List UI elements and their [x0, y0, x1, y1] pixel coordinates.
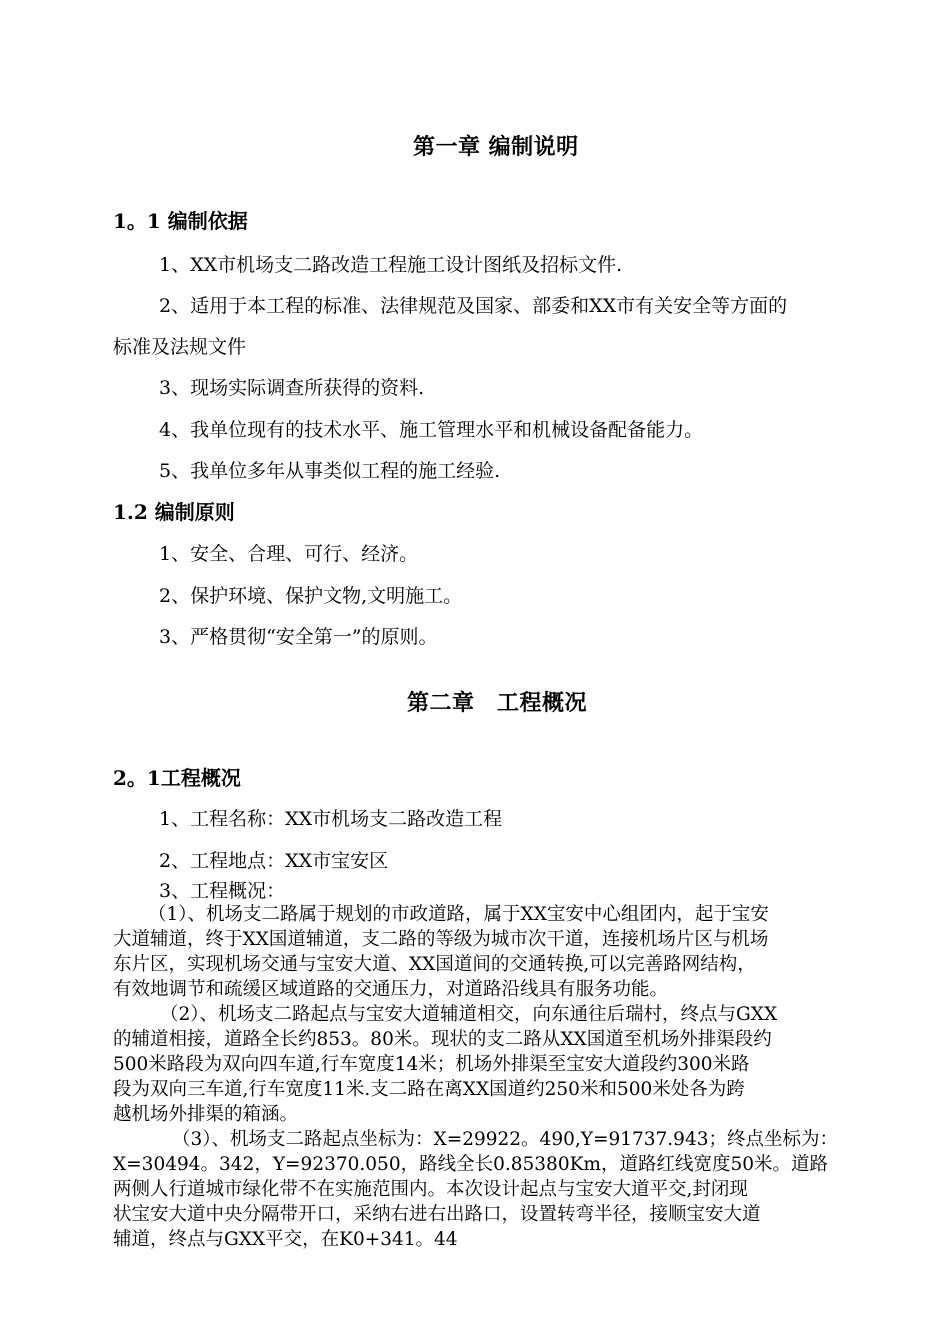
para-1-line-4: 有效地调节和疏缓区域道路的交通压力，对道路沿线具有服务功能。	[113, 979, 669, 1000]
chapter-1-title: 第一章 编制说明	[413, 134, 579, 160]
para-2-line-5: 越机场外排渠的箱涵。	[113, 1104, 299, 1125]
para-2-line-3: 500米路段为双向四车道,行车宽度14米；机场外排渠至宝安大道段约300米路	[113, 1054, 750, 1075]
para-2-line-2: 的辅道相接，道路全长约853。80米。现状的支二路从XX国道至机场外排渠段约	[113, 1029, 772, 1050]
basis-item-5: 5、我单位多年从事类似工程的施工经验.	[159, 460, 501, 482]
para-3-line-1: （3）、机场支二路起点坐标为：X=29922。490,Y=91737.943；终点坐标为：	[172, 1129, 838, 1150]
principle-item-3: 3、严格贯彻“安全第一”的原则。	[159, 626, 438, 648]
basis-item-3: 3、现场实际调查所获得的资料.	[159, 377, 425, 399]
para-3-line-3: 两侧人行道城市绿化带不在实施范围内。本次设计起点与宝安大道平交,封闭现	[113, 1179, 748, 1200]
section-1-2-heading: 1.2 编制原则	[113, 500, 235, 524]
para-3-line-5: 辅道，终点与GXX平交，在K0+341。44	[113, 1229, 458, 1250]
section-1-1-heading: 1。1 编制依据	[113, 209, 248, 233]
para-1-line-2: 大道辅道，终于XX国道辅道，支二路的等级为城市次干道，连接机场片区与机场	[113, 929, 769, 950]
section-2-1-heading: 2。1工程概况	[113, 766, 241, 790]
overview-item-2: 2、工程地点：XX市宝安区	[159, 850, 389, 872]
chapter-2-title: 第二章 工程概况	[407, 690, 588, 716]
para-3-line-2: X=30494。342，Y=92370.050，路线全长0.85380Km，道路红线宽度50米。道路	[113, 1154, 828, 1175]
basis-item-2: 2、适用于本工程的标准、法律规范及国家、部委和XX市有关安全等方面的	[159, 295, 788, 317]
overview-item-1: 1、工程名称：XX市机场支二路改造工程	[159, 808, 503, 830]
para-1-line-3: 东片区，实现机场交通与宝安大道、XX国道间的交通转换,可以完善路网结构，	[113, 954, 756, 975]
overview-item-3: 3、工程概况：	[159, 880, 286, 902]
principle-item-1: 1、安全、合理、可行、经济。	[159, 543, 419, 565]
basis-item-4: 4、我单位现有的技术水平、施工管理水平和机械设备配备能力。	[159, 419, 704, 441]
para-2-line-1: （2）、机场支二路起点与宝安大道辅道相交，向东通往后瑞村，终点与GXX	[160, 1004, 778, 1025]
para-3-line-4: 状宝安大道中央分隔带开口，采纳右进右出路口，设置转弯半径，接顺宝安大道	[113, 1204, 761, 1225]
basis-item-2-cont: 标准及法规文件	[113, 336, 247, 358]
para-2-line-4: 段为双向三车道,行车宽度11米.支二路在离XX国道约250米和500米处各为跨	[113, 1079, 745, 1100]
para-1-line-1: （1）、机场支二路属于规划的市政道路，属于XX宝安中心组团内，起于宝安	[148, 904, 769, 925]
basis-item-1: 1、XX市机场支二路改造工程施工设计图纸及招标文件.	[159, 254, 623, 276]
principle-item-2: 2、保护环境、保护文物,文明施工。	[159, 585, 463, 607]
